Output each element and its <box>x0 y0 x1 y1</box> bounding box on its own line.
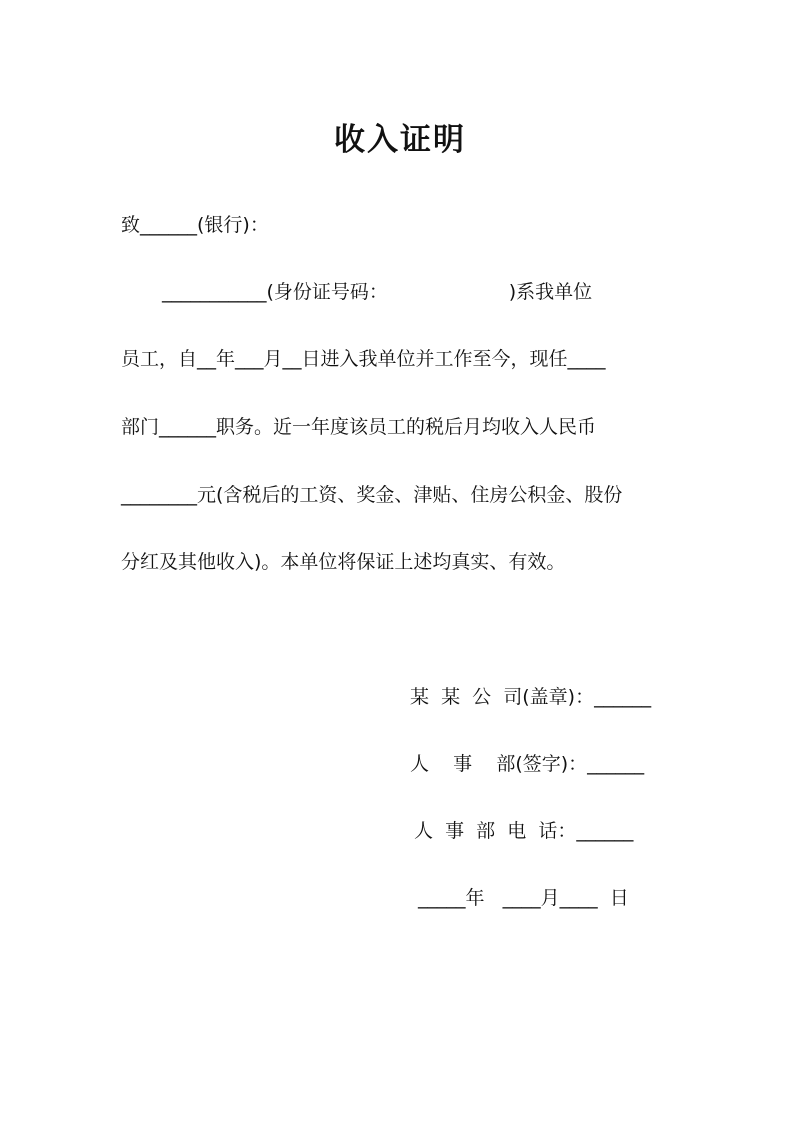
body-line-2: 员工，自__年___月__日进入我单位并工作至今，现任____ <box>121 348 606 370</box>
body-line-1: ___________(身份证号码： )系我单位 <box>162 281 593 303</box>
company-seal-line: 某 某 公 司(盖章)：______ <box>410 686 652 708</box>
document-title: 收入证明 <box>334 122 466 158</box>
body-line-3: 部门______职务。近一年度该员工的税后月均收入人民币 <box>121 416 597 438</box>
body-line-4: ________元(含税后的工资、奖金、津贴、住房公积金、股份 <box>121 484 623 506</box>
date-line: _____年 ____月____ 日 <box>418 887 629 909</box>
hr-signature-line: 人 事 部(签字)：______ <box>410 753 645 775</box>
body-line-5: 分红及其他收入)。本单位将保证上述均真实、有效。 <box>121 551 566 573</box>
hr-phone-line: 人 事 部 电 话：______ <box>414 820 634 842</box>
salutation: 致______(银行)： <box>121 214 269 236</box>
